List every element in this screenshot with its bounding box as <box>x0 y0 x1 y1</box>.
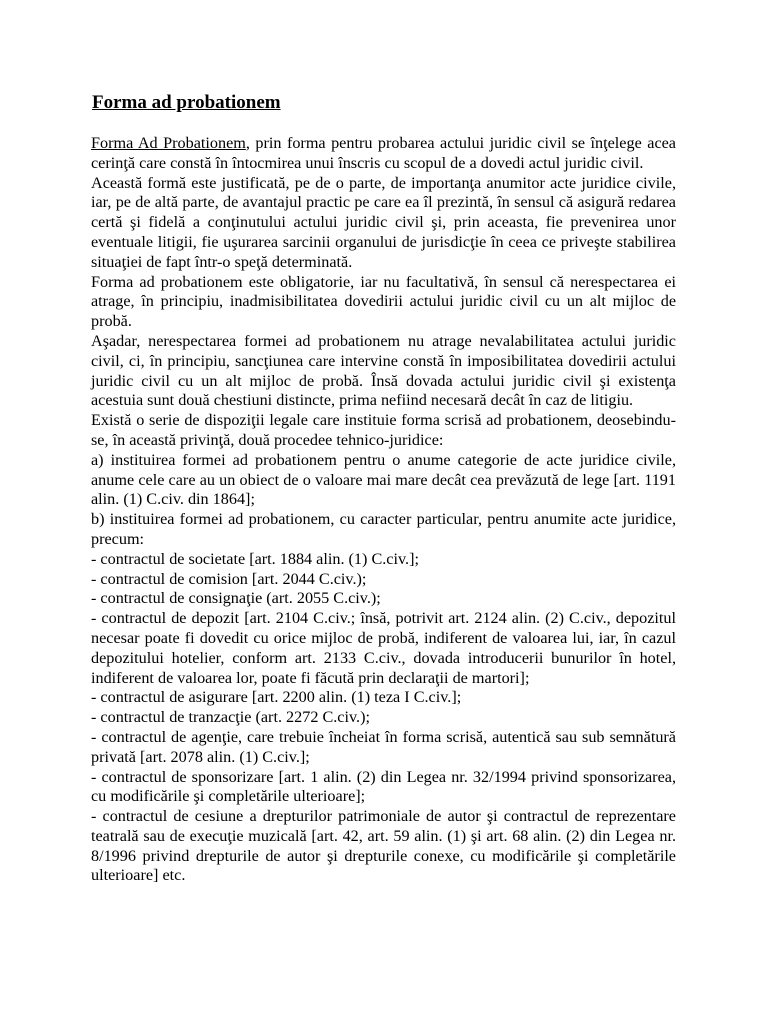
paragraph: b) instituirea formei ad probationem, cu caracter particular, pentru anumite acte juridice, precum: <box>91 510 676 548</box>
document-body <box>91 134 676 886</box>
paragraph <box>91 134 676 174</box>
list-item: - contractul de depozit [art. 2104 C.civ.; însă, potrivit art. 2124 alin. (2) C.civ., depozitul necesar poate fi dovedit cu orice mijloc de probă, indiferent de valoarea lui, iar, în cazul depozitului hotelier, conform art. 2133 C.civ., dovada introducerii bunurilor în hotel, indiferent de valoarea lor, poate fi făcută prin declaraţii de martori]; <box>91 609 676 687</box>
paragraph: a) instituirea formei ad probationem pentru o anume categorie de acte juridice civile, anume cele care au un obiect de o valoare mai mare decât cea prevăzută de lege [art. 1191 alin. (1) C.civ. din 1864]; <box>91 450 676 509</box>
page-title: Forma ad probationem <box>92 92 281 113</box>
paragraph-lead: Forma Ad Probationem <box>91 134 246 152</box>
list-item: - contractul de societate [art. 1884 alin. (1) C.civ.]; <box>91 549 419 568</box>
list-item: - contractul de agenţie, care trebuie încheiat în forma scrisă, autentică sau sub semnătură privată [art. 2078 alin. (1) C.civ.]; <box>91 727 676 766</box>
paragraph: Forma ad probationem este obligatorie, iar nu facultativă, în sensul că nerespectarea ei atrage, în principiu, inadmisibilitatea dovedirii actului juridic civil cu un alt mijloc de probă. <box>91 272 676 331</box>
paragraph: Această formă este justificată, pe de o parte, de importanţa anumitor acte juridice civile, iar, pe de altă parte, de avantajul practic pe care ea îl prezintă, în sensul că asigură redarea certă şi fidelă a conţinutului actului juridic civil şi, prin aceasta, fie prevenirea unor eventuale litigii, fie uşurarea sarcinii organului de jurisdicţie în ceea ce priveşte stabilirea situaţiei de fapt într-o speţă determinată. <box>91 173 676 271</box>
list-item: - contractul de comision [art. 2044 C.civ.); <box>91 569 367 588</box>
list-item: - contractul de tranzacţie (art. 2272 C.civ.); <box>91 708 370 727</box>
paragraph: Există o serie de dispoziţii legale care instituie forma scrisă ad probationem, deosebindu-se, în această privinţă, două procedee tehnico-juridice: <box>91 411 676 449</box>
list-item: - contractul de cesiune a drepturilor patrimoniale de autor şi contractul de reprezentare teatrală sau de execuţie muzicală [art. 42, art. 59 alin. (1) şi art. 68 alin. (2) din Legea nr. 8/1996 privind drepturile de autor şi drepturile conexe, cu modificările şi completările ulterioare] etc. <box>91 807 676 885</box>
paragraph: Aşadar, nerespectarea formei ad probationem nu atrage nevalabilitatea actului juridic civil, ci, în principiu, sancţiunea care intervine constă în imposibilitatea dovedirii actului juridic civil cu un alt mijloc de probă. Însă dovada actului juridic civil şi existenţa acestuia sunt două chestiuni distincte, prima nefiind necesară decât în caz de litigiu. <box>91 331 676 410</box>
list-item: - contractul de asigurare [art. 2200 alin. (1) teza I C.civ.]; <box>91 688 462 707</box>
list-item: - contractul de consignaţie (art. 2055 C.civ.); <box>91 589 381 608</box>
list-item: - contractul de sponsorizare [art. 1 alin. (2) din Legea nr. 32/1994 privind sponsorizarea, cu modificările şi completările ulterioare]; <box>91 767 676 806</box>
paragraph-text: , prin forma pentru probarea actului juridic civil se înţelege acea cerinţă care constă în întocmirea unui înscris cu scopul de a dovedi actul juridic civil. <box>91 134 676 172</box>
